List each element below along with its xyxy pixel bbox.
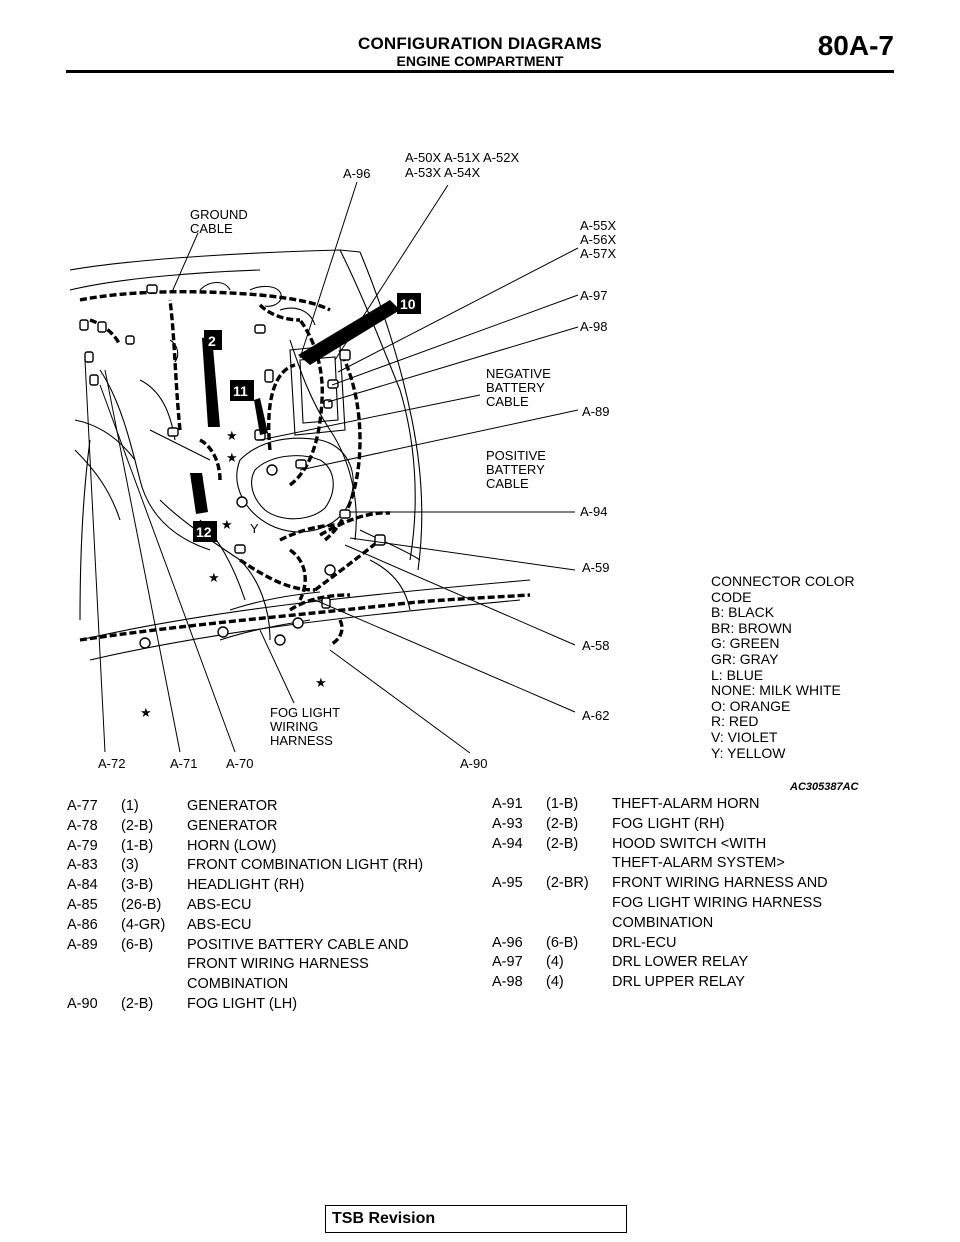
label-negative-battery-cable-1: NEGATIVE <box>486 366 551 381</box>
connector-color-code <box>711 574 855 761</box>
label-fog-light-wiring-harness-3: HARNESS <box>270 733 333 748</box>
badge-10 <box>298 293 421 365</box>
color-code-entry: GR: GRAY <box>711 650 779 667</box>
label-a70: A-70 <box>226 756 254 771</box>
star-marker: ★ <box>221 517 233 532</box>
svg-text:2: 2 <box>208 333 216 349</box>
y-mark: Y <box>250 521 259 536</box>
label-fog-light-wiring-harness-2: WIRING <box>270 719 319 734</box>
color-code-entry: O: ORANGE <box>711 697 791 714</box>
label-ground-cable-2: CABLE <box>190 221 233 236</box>
label-a58: A-58 <box>582 638 610 653</box>
label-a62: A-62 <box>582 708 610 723</box>
badge-11 <box>230 380 268 435</box>
color-code-title-1: CONNECTOR COLOR <box>711 573 855 589</box>
color-code-entry: G: GREEN <box>711 635 780 652</box>
star-marker: ★ <box>208 570 220 585</box>
tsb-revision-box: TSB Revision <box>325 1205 627 1233</box>
label-a72: A-72 <box>98 756 126 771</box>
svg-text:12: 12 <box>196 524 212 540</box>
label-a59: A-59 <box>582 560 610 575</box>
label-positive-battery-cable-3: CABLE <box>486 476 529 491</box>
color-code-title-2: CODE <box>711 588 752 605</box>
badge-12 <box>190 473 217 542</box>
star-marker: ★ <box>226 450 238 465</box>
star-marker: ★ <box>140 705 152 720</box>
label-a97: A-97 <box>580 288 608 303</box>
label-a56x: A-56X <box>580 232 617 247</box>
header-rule <box>66 70 894 73</box>
section-subtitle: ENGINE COMPARTMENT <box>396 53 564 69</box>
label-negative-battery-cable-3: CABLE <box>486 394 529 409</box>
section-title: CONFIGURATION DIAGRAMS <box>358 34 602 53</box>
label-a94: A-94 <box>580 504 608 519</box>
star-marker: ★ <box>315 675 327 690</box>
color-code-entry: BR: BROWN <box>711 619 792 636</box>
label-fog-light-wiring-harness-1: FOG LIGHT <box>270 705 341 720</box>
label-positive-battery-cable-2: BATTERY <box>486 462 545 477</box>
svg-text:10: 10 <box>400 296 416 312</box>
label-a50x-line1: A-50X A-51X A-52X <box>405 150 520 165</box>
badge-2 <box>202 330 222 427</box>
label-positive-battery-cable-1: POSITIVE <box>486 448 546 463</box>
label-a96: A-96 <box>343 166 371 181</box>
star-markers <box>140 428 327 720</box>
color-code-entry: V: VIOLET <box>711 728 778 745</box>
label-negative-battery-cable-2: BATTERY <box>486 380 545 395</box>
color-code-entry: B: BLACK <box>711 604 775 621</box>
color-code-entry: L: BLUE <box>711 666 764 683</box>
color-code-entry: R: RED <box>711 713 759 730</box>
label-a90: A-90 <box>460 756 488 771</box>
label-a98: A-98 <box>580 319 608 334</box>
label-a50x-line2: A-53X A-54X <box>405 165 481 180</box>
svg-text:11: 11 <box>233 383 248 399</box>
label-a71: A-71 <box>170 756 198 771</box>
label-a55x: A-55X <box>580 218 617 233</box>
figure-id: AC305387AC <box>790 781 859 793</box>
color-code-entry: NONE: MILK WHITE <box>711 682 841 699</box>
page-number: 80A-7 <box>817 30 894 61</box>
color-code-entry: Y: YELLOW <box>711 744 786 761</box>
label-a57x: A-57X <box>580 246 617 261</box>
label-ground-cable-1: GROUND <box>190 207 248 222</box>
label-a89: A-89 <box>582 404 610 419</box>
star-marker: ★ <box>226 428 238 443</box>
